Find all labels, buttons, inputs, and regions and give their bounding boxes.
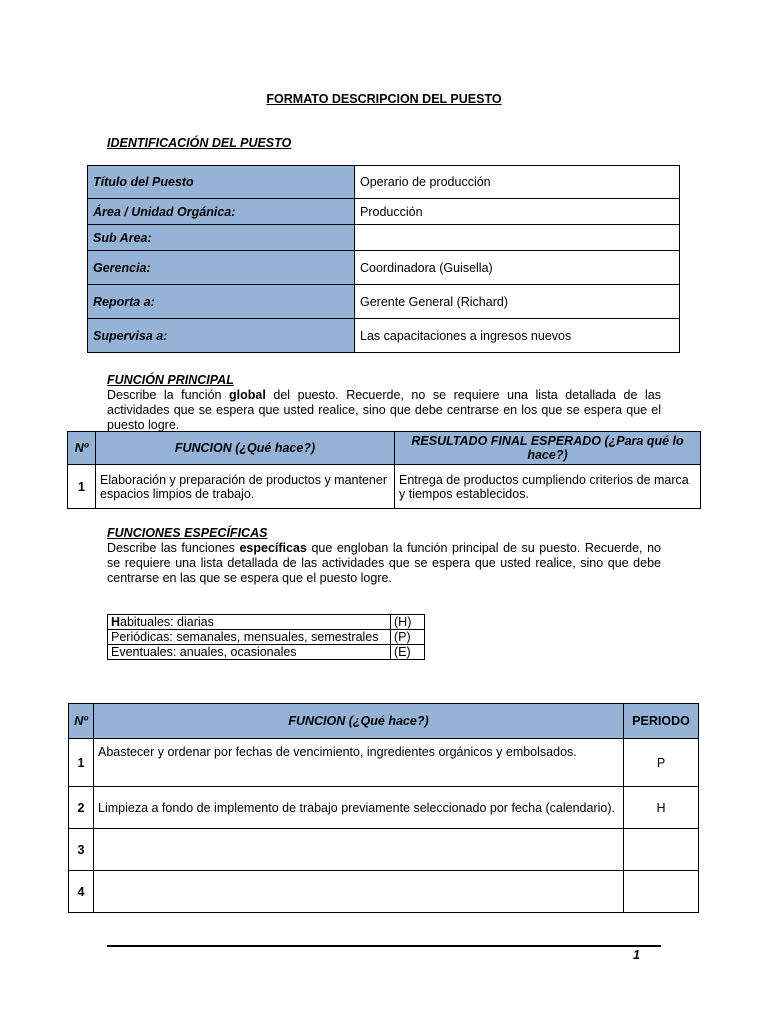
funcion-principal-heading: FUNCIÓN PRINCIPAL bbox=[107, 373, 234, 387]
identificacion-table bbox=[87, 165, 680, 353]
row-funcion bbox=[94, 871, 624, 913]
periodo-legend-table bbox=[107, 614, 425, 660]
header-resultado: RESULTADO FINAL ESPERADO (¿Para qué lo hace?) bbox=[395, 432, 701, 465]
row-resultado: Entrega de productos cumpliendo criterios de marca y tiempos establecidos. bbox=[395, 465, 701, 509]
desc-text: Describe la función bbox=[107, 388, 230, 402]
legend-label bbox=[108, 615, 391, 630]
header-num: Nº bbox=[69, 704, 94, 739]
legend-code: (E) bbox=[391, 645, 425, 660]
row-label: Título del Puesto bbox=[88, 166, 355, 199]
legend-row bbox=[108, 615, 425, 630]
row-funcion: Limpieza a fondo de implemento de trabajo previamente seleccionado por fecha (calendario). bbox=[94, 787, 624, 829]
row-funcion bbox=[94, 829, 624, 871]
page-number: 1 bbox=[633, 948, 640, 962]
funciones-especificas-heading: FUNCIONES ESPECÍFICAS bbox=[107, 526, 268, 540]
legend-code: (P) bbox=[391, 630, 425, 645]
row-periodo: P bbox=[624, 739, 699, 787]
funcion-principal-description bbox=[107, 388, 661, 433]
funciones-especificas-description bbox=[107, 541, 661, 586]
funciones-especificas-table bbox=[68, 703, 699, 913]
header-funcion: FUNCION (¿Qué hace?) bbox=[94, 704, 624, 739]
table-row bbox=[88, 166, 680, 199]
legend-row bbox=[108, 645, 425, 660]
legend-row bbox=[108, 630, 425, 645]
table-row bbox=[88, 251, 680, 285]
desc-text: del puesto. Recuerde, no se requiere una lista detallada de las actividades que se espera que usted realice, sino que debe centrarse en los que se espera que el puesto logre. bbox=[107, 388, 661, 432]
table-row bbox=[69, 871, 699, 913]
row-value: Las capacitaciones a ingresos nuevos bbox=[355, 319, 680, 353]
row-value: Producción bbox=[355, 199, 680, 225]
header-periodo: PERIODO bbox=[624, 704, 699, 739]
header-num: Nº bbox=[68, 432, 96, 465]
footer-rule bbox=[107, 945, 661, 947]
legend-rest: : anuales, ocasionales bbox=[172, 645, 297, 659]
row-periodo bbox=[624, 829, 699, 871]
desc-text: que engloban la función principal de su puesto. Recuerde, no se requiere una lista detallada de las actividades que se espera que usted realice, sino que debe centrarse en las que se espera que el puesto logre. bbox=[107, 541, 661, 585]
row-num: 1 bbox=[69, 739, 94, 787]
row-value bbox=[355, 225, 680, 251]
row-num: 3 bbox=[69, 829, 94, 871]
row-num: 4 bbox=[69, 871, 94, 913]
legend-code: (H) bbox=[391, 615, 425, 630]
legend-label bbox=[108, 630, 391, 645]
table-header bbox=[68, 432, 701, 465]
row-periodo: H bbox=[624, 787, 699, 829]
row-value: Operario de producción bbox=[355, 166, 680, 199]
table-row bbox=[88, 285, 680, 319]
legend-rest: abituales: diarias bbox=[120, 615, 214, 629]
table-row bbox=[69, 829, 699, 871]
desc-emphasis: global bbox=[229, 388, 266, 402]
row-value: Coordinadora (Guisella) bbox=[355, 251, 680, 285]
row-num: 2 bbox=[69, 787, 94, 829]
row-label: Sub Area: bbox=[88, 225, 355, 251]
table-row bbox=[68, 465, 701, 509]
legend-initial: H bbox=[111, 615, 121, 629]
table-row bbox=[69, 739, 699, 787]
desc-text: Describe las funciones bbox=[107, 541, 240, 555]
row-value: Gerente General (Richard) bbox=[355, 285, 680, 319]
row-funcion: Elaboración y preparación de productos y mantener espacios limpios de trabajo. bbox=[96, 465, 395, 509]
legend-rest: : semanales, mensuales, semestrales bbox=[169, 630, 379, 644]
document-title: FORMATO DESCRIPCION DEL PUESTO bbox=[266, 92, 502, 106]
row-label: Reporta a: bbox=[88, 285, 355, 319]
header-funcion: FUNCION (¿Qué hace?) bbox=[96, 432, 395, 465]
table-header bbox=[69, 704, 699, 739]
row-label: Área / Unidad Orgánica: bbox=[88, 199, 355, 225]
legend-initial: Periódicas bbox=[111, 630, 170, 644]
table-row bbox=[88, 199, 680, 225]
legend-label bbox=[108, 645, 391, 660]
row-funcion: Abastecer y ordenar por fechas de vencimiento, ingredientes orgánicos y embolsados. bbox=[94, 739, 624, 787]
row-label: Gerencia: bbox=[88, 251, 355, 285]
legend-initial: Eventuales bbox=[111, 645, 173, 659]
funcion-principal-table bbox=[67, 431, 701, 509]
table-row bbox=[69, 787, 699, 829]
identificacion-heading: IDENTIFICACIÓN DEL PUESTO bbox=[107, 136, 292, 150]
table-row bbox=[88, 225, 680, 251]
row-num: 1 bbox=[68, 465, 96, 509]
desc-emphasis: específicas bbox=[239, 541, 307, 555]
row-label: Supervisa a: bbox=[88, 319, 355, 353]
row-periodo bbox=[624, 871, 699, 913]
table-row bbox=[88, 319, 680, 353]
